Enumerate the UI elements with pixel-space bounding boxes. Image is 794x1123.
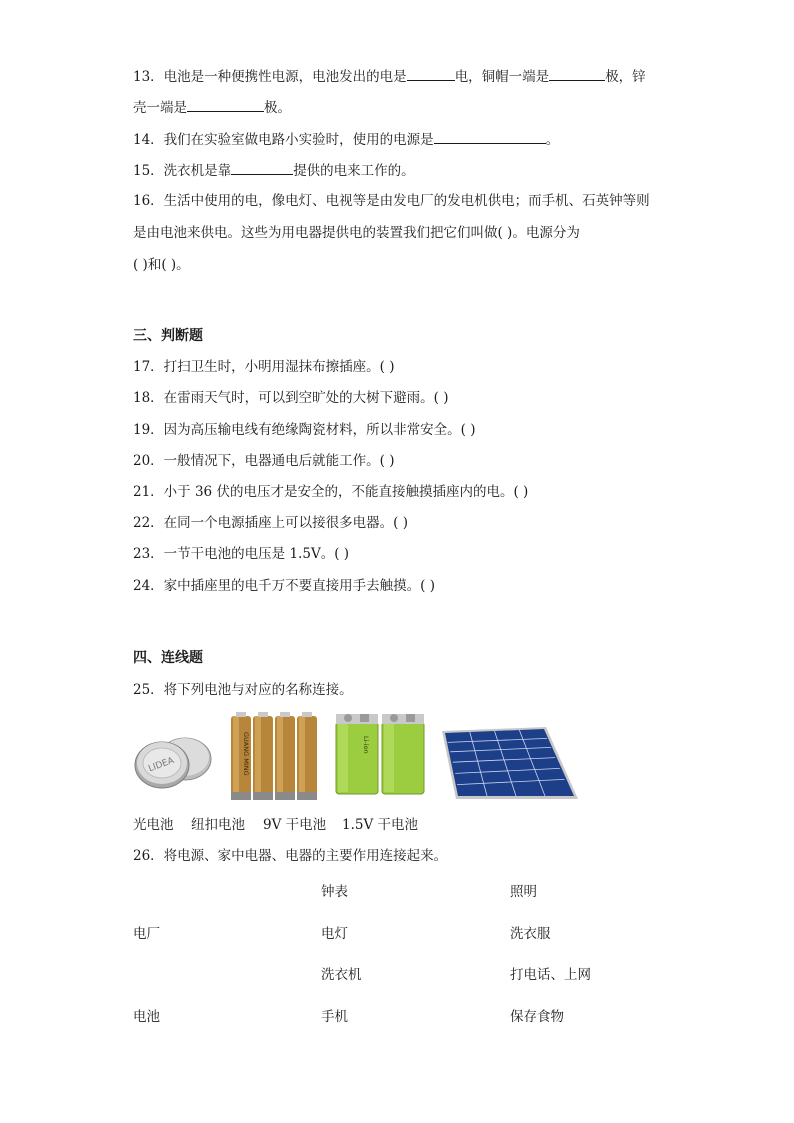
q13-text-3: 极，锌 (605, 69, 646, 85)
aa-battery-2 (253, 712, 273, 800)
aa-batteries-image (229, 712, 321, 802)
q13-text-1: 13．电池是一种便携性电源，电池发出的电是 (133, 69, 407, 85)
question-15 (133, 160, 415, 181)
button-cell-image (131, 725, 217, 795)
nine-volt-battery-1 (336, 714, 378, 794)
function-lighting: 照明 (510, 884, 537, 900)
question-13-line-2 (133, 97, 291, 118)
question-16-line-2: 是由电池来供电。这些为用电器提供电的装置我们把它们叫做( )。电源分为 (133, 225, 580, 241)
function-washing: 洗衣服 (510, 926, 551, 942)
aa-brand-label: GUANG MING (242, 732, 250, 776)
q13-blank-1[interactable] (407, 66, 455, 81)
q15-text-2: 提供的电来工作的。 (293, 163, 415, 179)
aa-battery-4 (297, 712, 317, 800)
q13-blank-2[interactable] (549, 66, 605, 81)
function-food-storage: 保存食物 (510, 1009, 564, 1025)
question-14 (133, 129, 559, 150)
question-17: 17．打扫卫生时，小明用湿抹布擦插座。( ) (133, 359, 395, 375)
q13-text-5: 极。 (264, 100, 291, 116)
source-power-plant: 电厂 (133, 926, 160, 942)
q13-blank-3[interactable] (187, 97, 264, 112)
nine-volt-battery-2 (382, 714, 424, 794)
source-battery: 电池 (133, 1009, 160, 1025)
q13-text-2: 电，铜帽一端是 (454, 69, 550, 85)
appliance-phone: 手机 (321, 1009, 348, 1025)
appliance-lamp: 电灯 (321, 926, 348, 942)
question-13-line-1 (133, 66, 646, 87)
question-22: 22．在同一个电源插座上可以接很多电器。( ) (133, 515, 409, 531)
question-24: 24．家中插座里的电千万不要直接用手去触摸。( ) (133, 578, 436, 594)
question-16-line-1: 16．生活中使用的电，像电灯、电视等是由发电厂的发电机供电；而手机、石英钟等则 (133, 193, 650, 209)
function-calling: 打电话、上网 (510, 967, 591, 983)
appliance-washing-machine: 洗衣机 (321, 967, 362, 983)
question-25-title: 25．将下列电池与对应的名称连接。 (133, 682, 353, 698)
label-9v-battery: 9V 干电池 (263, 817, 327, 833)
label-button-cell: 纽扣电池 (191, 817, 245, 833)
question-26-title: 26．将电源、家中电器、电器的主要作用连接起来。 (133, 848, 448, 864)
appliance-clock: 钟表 (321, 884, 348, 900)
question-19: 19．因为高压输电线有绝缘陶瓷材料，所以非常安全。( ) (133, 422, 476, 438)
button-cell-label: LIDEA (147, 755, 176, 775)
nine-volt-label: Li-ion (362, 736, 370, 754)
question-23: 23．一节干电池的电压是 1.5V。( ) (133, 546, 350, 562)
nine-volt-batteries-image (334, 712, 428, 796)
label-photocell: 光电池 (133, 817, 174, 833)
aa-battery-3 (275, 712, 295, 800)
question-18: 18．在雷雨天气时，可以到空旷处的大树下避雨。( ) (133, 390, 449, 406)
q14-blank[interactable] (434, 129, 546, 144)
question-16-line-3: ( )和( )。 (133, 257, 190, 273)
section-3-heading: 三、判断题 (133, 328, 203, 344)
q13-text-4: 壳一端是 (133, 100, 187, 116)
question-20: 20．一般情况下，电器通电后就能工作。( ) (133, 453, 395, 469)
q15-blank[interactable] (231, 160, 293, 175)
section-4-heading: 四、连线题 (133, 650, 203, 666)
question-21: 21．小于 36 伏的电压才是安全的，不能直接触摸插座内的电。( ) (133, 484, 529, 500)
q14-text-2: 。 (545, 132, 560, 148)
q15-text-1: 15．洗衣机是靠 (133, 163, 232, 179)
label-1-5v-battery: 1.5V 干电池 (342, 817, 419, 833)
solar-panel-image (440, 725, 580, 801)
q14-text-1: 14．我们在实验室做电路小实验时，使用的电源是 (133, 132, 434, 148)
